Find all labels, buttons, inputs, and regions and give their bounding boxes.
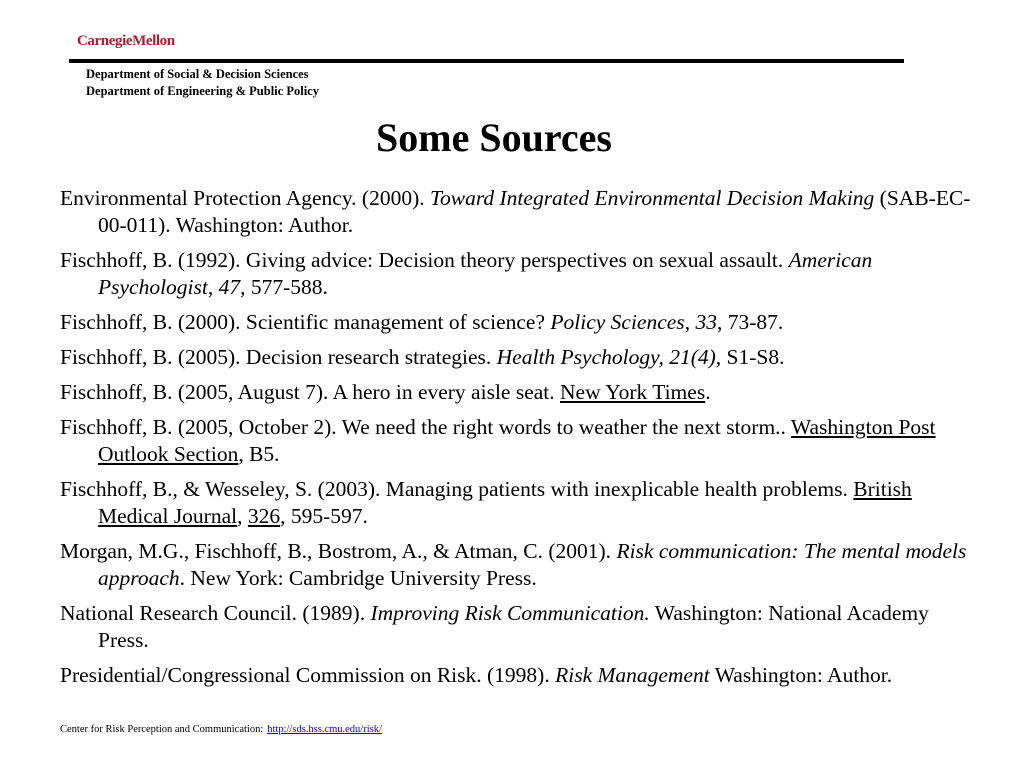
department-line-1: Department of Social & Decision Sciences [86,67,309,81]
reference-fischhoff-wesseley-2003: Fischhoff, B., & Wesseley, S. (2003). Managing patients with inexplicable health problems. British Medical Journal, 326, 595-597. [60,477,912,528]
slide-title: Some Sources [376,115,612,160]
reference-fischhoff-2000: Fischhoff, B. (2000). Scientific management of science? Policy Sciences, 33, 73-87. [60,310,784,334]
reference-list [60,185,980,697]
book-title: Risk communication: The mental models approach [98,539,967,590]
header-rule [69,59,904,63]
book-title: Risk Management [555,663,710,687]
department-line-2: Department of Engineering & Public Policy [86,84,319,98]
reference-commission-1998: Presidential/Congressional Commission on Risk. (1998). Risk Management Washington: Author. [60,663,893,687]
reference-fischhoff-2005-health: Fischhoff, B. (2005). Decision research strategies. Health Psychology, 21(4), S1-S8. [60,345,785,369]
footer [60,724,382,735]
carnegie-mellon-logo: CarnegieMellon [77,33,175,49]
reference-fischhoff-2005-wapo: Fischhoff, B. (2005, October 2). We need the right words to weather the next storm.. Washington Post Outlook Section, B5. [60,415,936,466]
journal-title: Health Psychology, 21(4), [496,345,722,369]
journal-title: British Medical Journal [98,477,912,528]
footer-link[interactable]: http://sds.hss.cmu.edu/risk/ [267,724,382,735]
reference-fischhoff-2005-nyt: Fischhoff, B. (2005, August 7). A hero in every aisle seat. New York Times. [60,380,711,404]
reference-nrc-1989: National Research Council. (1989). Improving Risk Communication. Washington: National Academy Press. [60,601,929,652]
book-title: Toward Integrated Environmental Decision Making [430,186,875,210]
reference-epa-2000: Environmental Protection Agency. (2000). Toward Integrated Environmental Decision Making (SAB-EC-00-011). Washington: Author. [60,186,971,237]
reference-fischhoff-1992: Fischhoff, B. (1992). Giving advice: Decision theory perspectives on sexual assault. American Psychologist, 47, 577-588. [60,248,873,299]
book-title: Improving Risk Communication. [370,601,650,625]
volume: 33 [695,310,717,334]
reference-morgan-2001: Morgan, M.G., Fischhoff, B., Bostrom, A., & Atman, C. (2001). Risk communication: The mental models approach. New York: Cambridge University Press. [60,539,967,590]
newspaper-title: New York Times [560,380,706,404]
footer-label: Center for Risk Perception and Communication: [60,724,264,735]
newspaper-title: Washington Post Outlook Section [98,415,936,466]
volume: 47 [218,275,241,299]
volume: 326 [247,504,281,528]
journal-title: American Psychologist [98,248,873,299]
journal-title: Policy Sciences [550,310,685,334]
